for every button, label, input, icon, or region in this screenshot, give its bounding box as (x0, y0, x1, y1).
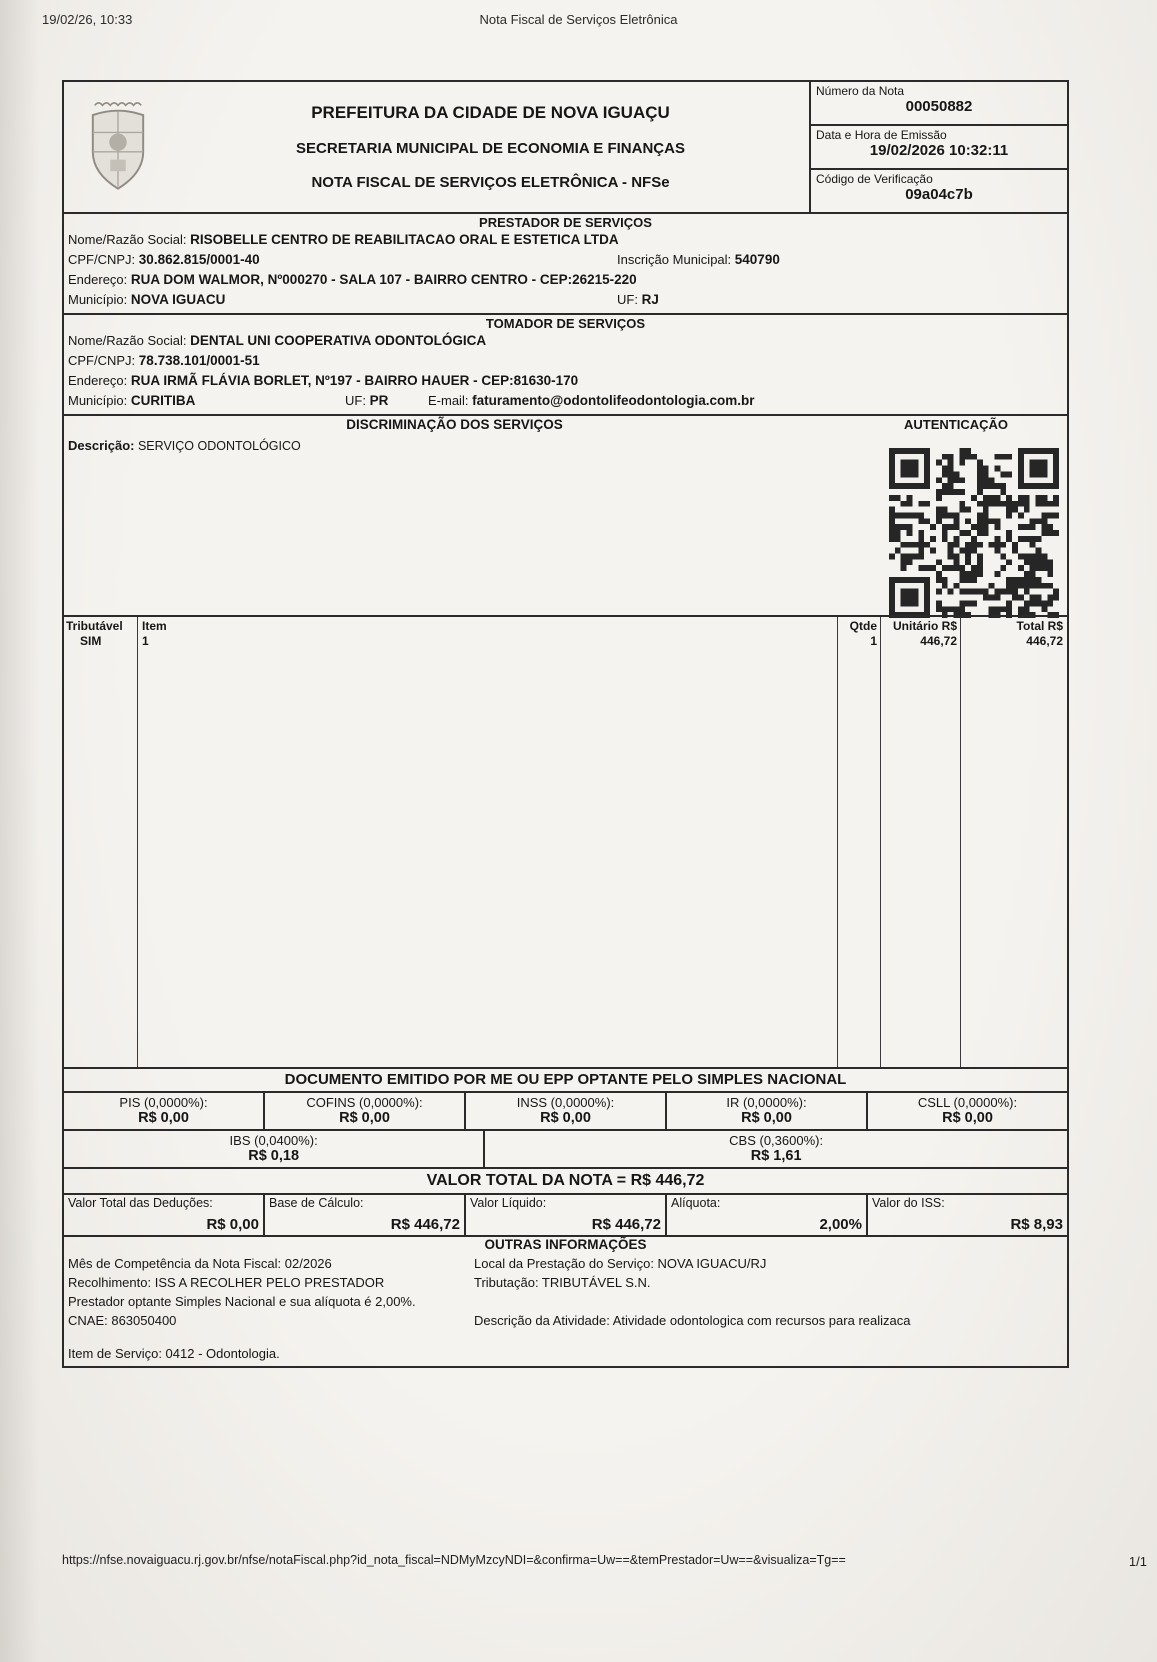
secretaria-title: SECRETARIA MUNICIPAL DE ECONOMIA E FINANÇAS (296, 139, 685, 157)
numero-da-nota-cell (811, 82, 1067, 126)
tomador-municipio-line (64, 391, 1067, 411)
outras-gap (474, 1292, 1063, 1311)
tomador-email-group (428, 391, 754, 411)
municipality-crest-icon (64, 82, 172, 212)
ibs-label: IBS (0,0400%): (229, 1133, 318, 1148)
valor-liquido-cell (466, 1195, 667, 1235)
prestador-uf-value: RJ (641, 292, 659, 307)
prestador-cpf-value: 30.862.815/0001-40 (138, 252, 260, 267)
servicos-section-title: DISCRIMINAÇÃO DOS SERVIÇOS (346, 417, 563, 432)
print-header (42, 12, 1115, 30)
prestador-inscricao-group (617, 250, 780, 270)
print-timestamp: 19/02/26, 10:33 (42, 12, 133, 27)
cbs-value: R$ 1,61 (750, 1148, 802, 1164)
ir-cell (667, 1093, 868, 1129)
deducoes-value: R$ 0,00 (206, 1216, 259, 1233)
row-total-value: 446,72 (1026, 634, 1063, 648)
itens-table (64, 615, 1067, 1067)
itens-divider-2 (837, 617, 838, 1067)
invoice (62, 80, 1069, 1368)
tomador-endereco-label: Endereço: (68, 373, 128, 388)
header-titles (172, 82, 809, 212)
prestador-endereco-label: Endereço: (68, 272, 128, 287)
tomador-email-value: faturamento@odontolifeodontologia.com.br (472, 393, 755, 408)
ibs-cell (64, 1131, 485, 1167)
totais-row (64, 1193, 1067, 1235)
tomador-cpf-line (64, 351, 1067, 371)
pis-cell (64, 1093, 265, 1129)
tomador-municipio-label: Município: (68, 393, 128, 408)
descricao-line (68, 438, 301, 453)
prestador-municipio-line (64, 290, 1067, 310)
descricao-atividade: Descrição da Atividade: Atividade odontologica com recursos para realizaca (474, 1313, 911, 1328)
outras-informacoes-columns (68, 1254, 1063, 1330)
item-servico: Item de Serviço: 0412 - Odontologia. (68, 1346, 280, 1361)
tomador-nome-label: Nome/Razão Social: (68, 333, 187, 348)
outras-right-column (474, 1254, 1063, 1330)
cofins-value: R$ 0,00 (339, 1110, 390, 1126)
prestador-nome-value: RISOBELLE CENTRO DE REABILITACAO ORAL E ESTETICA LTDA (190, 232, 619, 247)
prestador-inscricao-label: Inscrição Municipal: (617, 252, 732, 267)
valor-iss-cell (868, 1195, 1067, 1235)
inss-cell (466, 1093, 667, 1129)
servicos-header (64, 416, 1067, 432)
pis-label: PIS (0,0000%): (119, 1095, 208, 1110)
autenticacao-title: AUTENTICAÇÃO (904, 417, 1008, 432)
prestador-municipio-label: Município: (68, 292, 128, 307)
tomador-endereco-line (64, 371, 1067, 391)
itens-divider-1 (137, 617, 138, 1067)
col-total-header: Total R$ (1016, 619, 1063, 633)
tomador-cpf-label: CPF/CNPJ: (68, 353, 136, 368)
base-calculo-cell (265, 1195, 466, 1235)
tomador-endereco-value: RUA IRMÃ FLÁVIA BORLET, Nº197 - BAIRRO HAUER - CEP:81630-170 (130, 373, 579, 388)
prestador-section-title: PRESTADOR DE SERVIÇOS (479, 215, 652, 230)
footer-page-number: 1/1 (1128, 1554, 1147, 1569)
itens-divider-4 (960, 617, 961, 1067)
prestador-cpf-label: CPF/CNPJ: (68, 252, 136, 267)
cofins-label: COFINS (0,0000%): (306, 1095, 423, 1110)
tomador-section (64, 313, 1067, 414)
tomador-nome-line (64, 331, 1067, 351)
footer-url: https://nfse.novaiguacu.rj.gov.br/nfse/notaFiscal.php?id_nota_fiscal=NDMyMzcyNDI=&confirma=Uw==&temPrestador=Uw==&visualiza=Tg== (62, 1553, 846, 1567)
descricao-label: Descrição: (68, 438, 135, 453)
numero-label: Número da Nota (816, 84, 905, 98)
optante-simples: Prestador optante Simples Nacional e sua alíquota é 2,00%. (68, 1294, 416, 1309)
impostos-row-2 (64, 1129, 1067, 1167)
prestador-municipio-value: NOVA IGUACU (130, 292, 226, 307)
print-footer (62, 1553, 1147, 1567)
cofins-cell (265, 1093, 466, 1129)
simples-nacional-banner: DOCUMENTO EMITIDO POR ME OU EPP OPTANTE PELO SIMPLES NACIONAL (64, 1067, 1067, 1091)
outras-left-column (68, 1254, 474, 1330)
tomador-cpf-value: 78.738.101/0001-51 (138, 353, 260, 368)
tomador-nome-value: DENTAL UNI COOPERATIVA ODONTOLÓGICA (190, 333, 487, 348)
tomador-email-label: E-mail: (428, 393, 469, 408)
valor-liquido-value: R$ 446,72 (591, 1216, 661, 1233)
tomador-uf-label: UF: (345, 393, 366, 408)
aliquota-label: Alíquota: (671, 1196, 721, 1210)
ir-label: IR (0,0000%): (726, 1095, 807, 1110)
recolhimento: Recolhimento: ISS A RECOLHER PELO PRESTADOR (68, 1275, 385, 1290)
valor-total-banner: VALOR TOTAL DA NOTA = R$ 446,72 (64, 1167, 1067, 1193)
outras-informacoes-title: OUTRAS INFORMAÇÕES (484, 1237, 647, 1252)
prestador-section (64, 212, 1067, 313)
col-tributavel-header: Tributável (66, 619, 123, 633)
descricao-value: SERVIÇO ODONTOLÓGICO (137, 439, 301, 453)
base-calculo-value: R$ 446,72 (390, 1216, 460, 1233)
col-unitario-header: Unitário R$ (892, 619, 957, 633)
deducoes-label: Valor Total das Deduções: (68, 1196, 213, 1210)
tomador-uf-group (345, 391, 388, 411)
pis-value: R$ 0,00 (138, 1110, 189, 1126)
prefeitura-title: PREFEITURA DA CIDADE DE NOVA IGUAÇU (311, 102, 670, 122)
mes-competencia: Mês de Competência da Nota Fiscal: 02/2026 (68, 1256, 332, 1271)
prestador-cpf-line (64, 250, 1067, 270)
base-calculo-label: Base de Cálculo: (269, 1196, 364, 1210)
prestador-uf-label: UF: (617, 292, 638, 307)
tomador-uf-value: PR (369, 393, 389, 408)
qr-code (889, 448, 1059, 618)
verificacao-value: 09a04c7b (905, 186, 973, 203)
tributacao: Tributação: TRIBUTÁVEL S.N. (474, 1275, 651, 1290)
local-prestacao: Local da Prestação do Serviço: NOVA IGUACU/RJ (474, 1256, 767, 1271)
codigo-verificacao-cell (811, 170, 1067, 212)
cbs-cell (485, 1131, 1067, 1167)
prestador-nome-line (64, 230, 1067, 250)
prestador-endereco-value: RUA DOM WALMOR, Nº000270 - SALA 107 - BAIRRO CENTRO - CEP:26215-220 (130, 272, 637, 287)
prestador-nome-label: Nome/Razão Social: (68, 232, 187, 247)
ir-value: R$ 0,00 (741, 1110, 792, 1126)
deducoes-cell (64, 1195, 265, 1235)
col-qtde-header: Qtde (849, 619, 877, 633)
row-unitario-value: 446,72 (920, 634, 957, 648)
emissao-label: Data e Hora de Emissão (816, 128, 947, 142)
row-qtde-value: 1 (870, 634, 877, 648)
servicos-section (64, 414, 1067, 615)
aliquota-cell (667, 1195, 868, 1235)
outras-informacoes-section (64, 1235, 1067, 1366)
data-emissao-cell (811, 126, 1067, 170)
cbs-label: CBS (0,3600%): (729, 1133, 824, 1148)
emissao-value: 19/02/2026 10:32:11 (869, 142, 1009, 159)
csll-value: R$ 0,00 (942, 1110, 993, 1126)
valor-liquido-label: Valor Líquido: (470, 1196, 547, 1210)
tomador-section-title: TOMADOR DE SERVIÇOS (485, 316, 646, 331)
ibs-value: R$ 0,18 (248, 1148, 300, 1164)
col-item-header: Item (142, 619, 167, 633)
inss-value: R$ 0,00 (540, 1110, 591, 1126)
row-tributavel-value: SIM (80, 634, 102, 648)
itens-divider-3 (880, 617, 881, 1067)
prestador-inscricao-value: 540790 (734, 252, 780, 267)
invoice-header (64, 82, 1067, 212)
nfse-title: NOTA FISCAL DE SERVIÇOS ELETRÔNICA - NFSe (311, 174, 670, 192)
valor-iss-label: Valor do ISS: (872, 1196, 945, 1210)
print-title: Nota Fiscal de Serviços Eletrônica (479, 12, 678, 27)
impostos-row-1 (64, 1091, 1067, 1129)
inss-label: INSS (0,0000%): (516, 1095, 615, 1110)
csll-label: CSLL (0,0000%): (917, 1095, 1018, 1110)
csll-cell (868, 1093, 1067, 1129)
nota-info-box (809, 82, 1067, 212)
tomador-municipio-value: CURITIBA (130, 393, 196, 408)
cnae: CNAE: 863050400 (68, 1313, 177, 1328)
verificacao-label: Código de Verificação (816, 172, 933, 186)
prestador-uf-group (617, 290, 659, 310)
row-item-value: 1 (142, 634, 149, 648)
numero-value: 00050882 (905, 98, 973, 115)
aliquota-value: 2,00% (819, 1216, 862, 1233)
valor-iss-value: R$ 8,93 (1010, 1216, 1063, 1233)
prestador-endereco-line (64, 270, 1067, 290)
